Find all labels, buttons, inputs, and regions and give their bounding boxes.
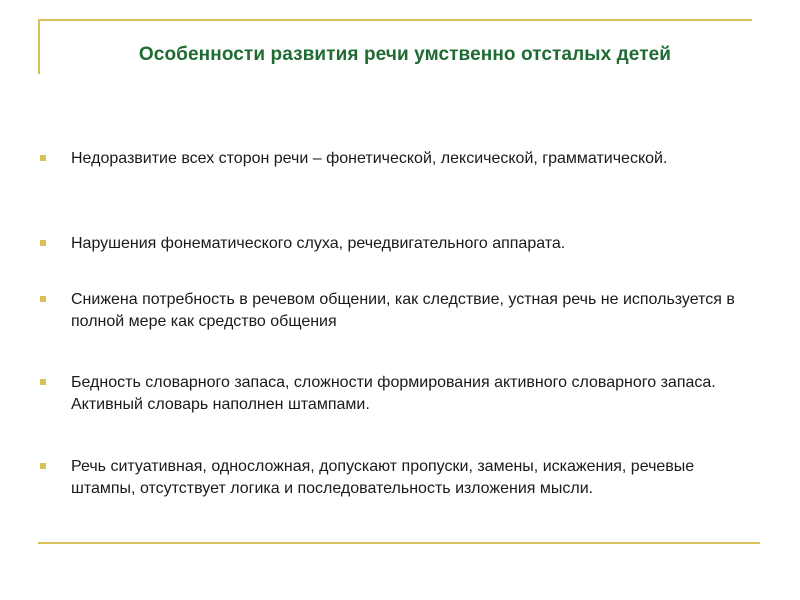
left-rule [38,19,40,74]
bullet-text: Бедность словарного запаса, сложности формирования активного словарного запаса. Активный словарь наполнен штампами. [71,374,716,413]
square-bullet-icon [40,463,46,469]
bullet-text: Снижена потребность в речевом общении, как следствие, устная речь не используется в полной мере как средство общения [71,291,735,330]
top-rule [38,19,752,21]
bullet-text: Нарушения фонематического слуха, речедвигательного аппарата. [71,235,566,252]
bullet-text: Речь ситуативная, односложная, допускают пропуски, замены, искажения, речевые штампы, отсутствует логика и последовательность изложения мысли. [71,458,695,497]
bottom-rule [38,542,760,544]
bullet-text: Недоразвитие всех сторон речи – фонетической, лексической, грамматической. [71,150,668,167]
square-bullet-icon [40,296,46,302]
slide-title: Особенности развития речи умственно отсталых детей [138,44,672,65]
square-bullet-icon [40,240,46,246]
square-bullet-icon [40,155,46,161]
square-bullet-icon [40,379,46,385]
